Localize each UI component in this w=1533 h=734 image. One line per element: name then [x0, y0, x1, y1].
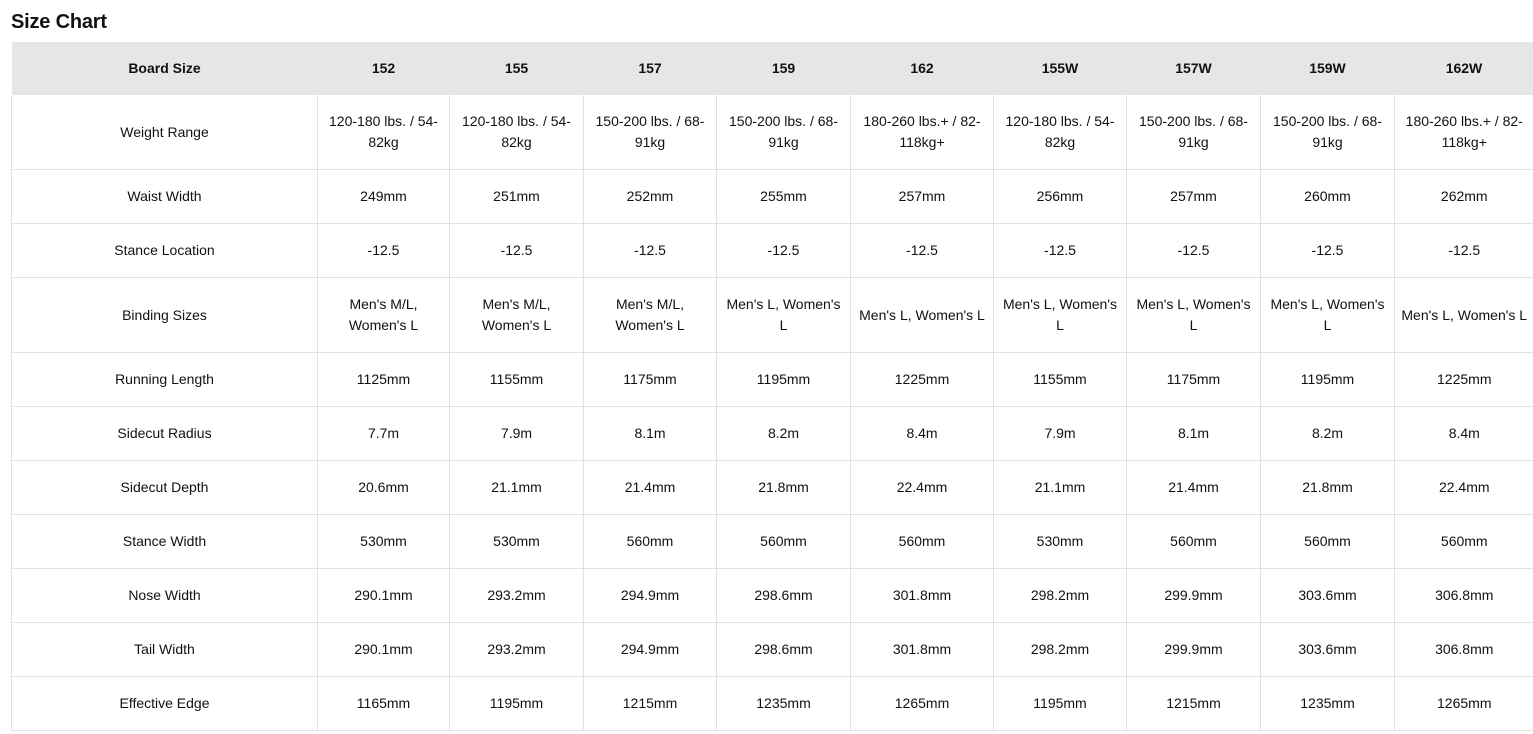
table-cell: 1235mm: [1261, 677, 1395, 731]
table-cell: 1225mm: [1395, 353, 1533, 407]
table-row: [12, 569, 1533, 623]
row-label: Sidecut Radius: [12, 407, 318, 461]
table-cell: 21.1mm: [450, 461, 584, 515]
table-cell: -12.5: [1127, 224, 1261, 278]
table-cell: 20.6mm: [318, 461, 450, 515]
table-cell: 180-260 lbs.+ / 82-118kg+: [1395, 95, 1533, 170]
table-cell: 530mm: [994, 515, 1127, 569]
header-size: 162: [851, 42, 994, 95]
table-cell: 8.2m: [1261, 407, 1395, 461]
header-size: 155: [450, 42, 584, 95]
table-row: [12, 170, 1533, 224]
table-cell: 530mm: [450, 515, 584, 569]
header-size: 157: [584, 42, 717, 95]
table-cell: 260mm: [1261, 170, 1395, 224]
table-cell: 8.2m: [717, 407, 851, 461]
table-cell: 298.2mm: [994, 623, 1127, 677]
table-row: [12, 224, 1533, 278]
table-cell: Men's L, Women's L: [994, 278, 1127, 353]
table-body: [12, 95, 1533, 731]
table-cell: -12.5: [584, 224, 717, 278]
table-cell: 22.4mm: [1395, 461, 1533, 515]
table-cell: 21.4mm: [584, 461, 717, 515]
table-cell: 21.8mm: [717, 461, 851, 515]
table-cell: -12.5: [994, 224, 1127, 278]
size-chart-table: [11, 42, 1533, 731]
table-cell: 8.4m: [851, 407, 994, 461]
header-size: 152: [318, 42, 450, 95]
table-cell: Men's L, Women's L: [717, 278, 851, 353]
table-cell: 180-260 lbs.+ / 82-118kg+: [851, 95, 994, 170]
row-label: Weight Range: [12, 95, 318, 170]
table-cell: 298.6mm: [717, 623, 851, 677]
table-cell: Men's M/L, Women's L: [450, 278, 584, 353]
table-cell: 150-200 lbs. / 68-91kg: [1261, 95, 1395, 170]
table-cell: 560mm: [584, 515, 717, 569]
table-cell: 120-180 lbs. / 54-82kg: [450, 95, 584, 170]
row-label: Stance Width: [12, 515, 318, 569]
table-cell: 251mm: [450, 170, 584, 224]
table-cell: 1195mm: [717, 353, 851, 407]
table-cell: 7.7m: [318, 407, 450, 461]
table-cell: 290.1mm: [318, 569, 450, 623]
row-label: Running Length: [12, 353, 318, 407]
table-cell: Men's L, Women's L: [1261, 278, 1395, 353]
table-cell: -12.5: [450, 224, 584, 278]
table-cell: 8.1m: [1127, 407, 1261, 461]
table-row: [12, 461, 1533, 515]
table-cell: -12.5: [1261, 224, 1395, 278]
row-label: Tail Width: [12, 623, 318, 677]
table-cell: 1175mm: [584, 353, 717, 407]
table-cell: 301.8mm: [851, 569, 994, 623]
table-cell: 21.8mm: [1261, 461, 1395, 515]
table-row: [12, 623, 1533, 677]
page-title: Size Chart: [11, 11, 107, 33]
table-cell: Men's M/L, Women's L: [584, 278, 717, 353]
table-cell: 21.1mm: [994, 461, 1127, 515]
table-cell: 299.9mm: [1127, 569, 1261, 623]
table-cell: 1175mm: [1127, 353, 1261, 407]
table-cell: 298.6mm: [717, 569, 851, 623]
table-row: [12, 95, 1533, 170]
table-cell: 530mm: [318, 515, 450, 569]
table-cell: 303.6mm: [1261, 623, 1395, 677]
header-size: 159: [717, 42, 851, 95]
table-cell: 249mm: [318, 170, 450, 224]
row-label: Waist Width: [12, 170, 318, 224]
table-cell: 1195mm: [994, 677, 1127, 731]
table-cell: Men's L, Women's L: [1127, 278, 1261, 353]
table-cell: Men's M/L, Women's L: [318, 278, 450, 353]
table-cell: Men's L, Women's L: [851, 278, 994, 353]
table-row: [12, 407, 1533, 461]
table-cell: 150-200 lbs. / 68-91kg: [1127, 95, 1261, 170]
table-cell: 256mm: [994, 170, 1127, 224]
table-row: [12, 677, 1533, 731]
table-cell: 560mm: [851, 515, 994, 569]
table-cell: 257mm: [851, 170, 994, 224]
table-row: [12, 515, 1533, 569]
table-cell: 22.4mm: [851, 461, 994, 515]
table-cell: 252mm: [584, 170, 717, 224]
header-size: 162W: [1395, 42, 1533, 95]
header-board-size: Board Size: [12, 42, 318, 95]
header-size: 159W: [1261, 42, 1395, 95]
table-cell: 298.2mm: [994, 569, 1127, 623]
table-cell: -12.5: [318, 224, 450, 278]
table-cell: 257mm: [1127, 170, 1261, 224]
table-cell: 150-200 lbs. / 68-91kg: [584, 95, 717, 170]
table-cell: 290.1mm: [318, 623, 450, 677]
table-cell: 1155mm: [450, 353, 584, 407]
table-cell: 293.2mm: [450, 569, 584, 623]
row-label: Stance Location: [12, 224, 318, 278]
header-size: 157W: [1127, 42, 1261, 95]
table-cell: 8.4m: [1395, 407, 1533, 461]
table-cell: 560mm: [1261, 515, 1395, 569]
table-header-row: [12, 42, 1533, 95]
table-cell: 150-200 lbs. / 68-91kg: [717, 95, 851, 170]
table-cell: 21.4mm: [1127, 461, 1261, 515]
table-cell: -12.5: [1395, 224, 1533, 278]
row-label: Effective Edge: [12, 677, 318, 731]
table-cell: 293.2mm: [450, 623, 584, 677]
row-label: Sidecut Depth: [12, 461, 318, 515]
table-cell: 294.9mm: [584, 623, 717, 677]
table-cell: Men's L, Women's L: [1395, 278, 1533, 353]
table-cell: 1125mm: [318, 353, 450, 407]
table-cell: 262mm: [1395, 170, 1533, 224]
table-cell: 120-180 lbs. / 54-82kg: [318, 95, 450, 170]
table-cell: 1195mm: [1261, 353, 1395, 407]
table-cell: 8.1m: [584, 407, 717, 461]
table-cell: 560mm: [1127, 515, 1261, 569]
table-cell: 1195mm: [450, 677, 584, 731]
header-size: 155W: [994, 42, 1127, 95]
table-cell: -12.5: [851, 224, 994, 278]
table-cell: 120-180 lbs. / 54-82kg: [994, 95, 1127, 170]
table-cell: 7.9m: [450, 407, 584, 461]
table-cell: 299.9mm: [1127, 623, 1261, 677]
row-label: Nose Width: [12, 569, 318, 623]
table-cell: 1165mm: [318, 677, 450, 731]
table-cell: 306.8mm: [1395, 569, 1533, 623]
table-cell: -12.5: [717, 224, 851, 278]
row-label: Binding Sizes: [12, 278, 318, 353]
table-cell: 255mm: [717, 170, 851, 224]
table-cell: 1225mm: [851, 353, 994, 407]
table-cell: 1265mm: [1395, 677, 1533, 731]
table-cell: 1265mm: [851, 677, 994, 731]
table-cell: 1155mm: [994, 353, 1127, 407]
table-row: [12, 353, 1533, 407]
table-cell: 560mm: [1395, 515, 1533, 569]
table-cell: 294.9mm: [584, 569, 717, 623]
table-row: [12, 278, 1533, 353]
table-cell: 1215mm: [584, 677, 717, 731]
table-cell: 1235mm: [717, 677, 851, 731]
table-cell: 303.6mm: [1261, 569, 1395, 623]
table-cell: 1215mm: [1127, 677, 1261, 731]
table-cell: 7.9m: [994, 407, 1127, 461]
table-cell: 301.8mm: [851, 623, 994, 677]
table-cell: 560mm: [717, 515, 851, 569]
table-cell: 306.8mm: [1395, 623, 1533, 677]
